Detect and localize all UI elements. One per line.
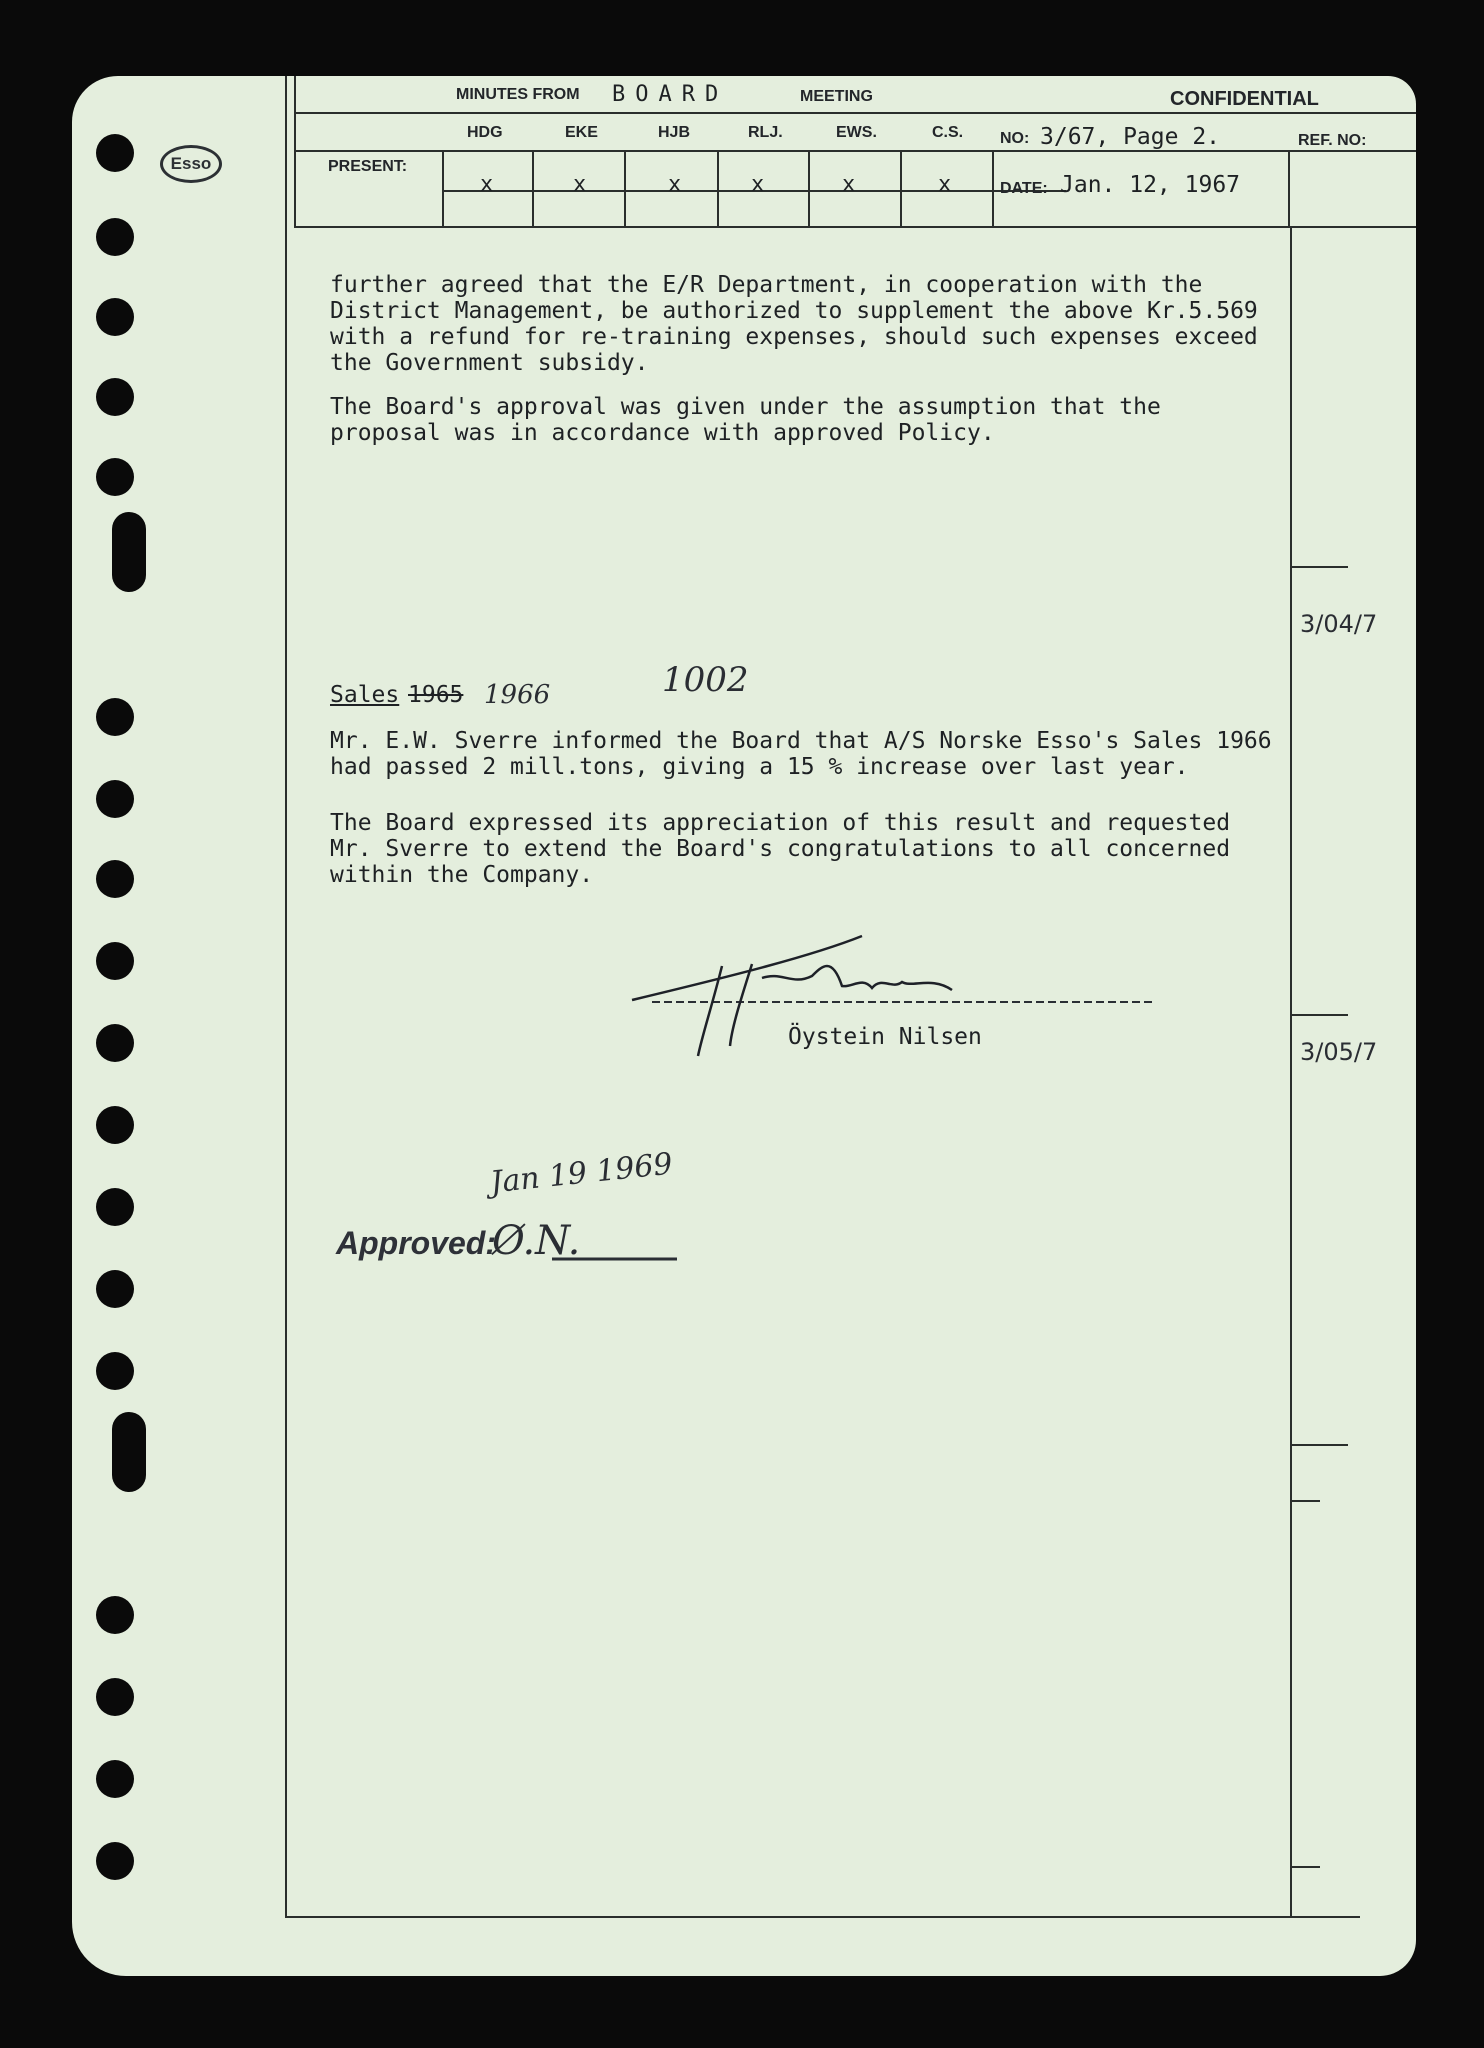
paragraph-line: The Board expressed its appreciation of this result and requested (330, 810, 1231, 836)
esso-logo: Esso (160, 145, 222, 183)
margin-reference: 3/04/7 (1300, 610, 1378, 638)
attendance-mark: x (480, 172, 494, 197)
header-rule (294, 150, 1416, 152)
attendee-code: HDG (467, 124, 503, 141)
binder-hole (96, 1842, 134, 1880)
paragraph-line: with a refund for re-training expenses, should such expenses exceed (330, 324, 1258, 350)
attendee-code: EKE (565, 124, 598, 141)
present-label: PRESENT: (328, 158, 408, 175)
handwritten-year: 1966 (484, 680, 551, 710)
paragraph-line: had passed 2 mill.tons, giving a 15 % increase over last year. (330, 754, 1189, 780)
attendance-mark: x (668, 172, 682, 197)
paragraph-line: The Board's approval was given under the assumption that the (330, 394, 1161, 420)
binder-slot (112, 512, 146, 592)
paragraph-line: Mr. E.W. Sverre informed the Board that A/S Norske Esso's Sales 1966 (330, 728, 1272, 754)
minutes-from-label: MINUTES FROM (456, 86, 580, 103)
paragraph-line: within the Company. (330, 862, 594, 888)
attendee-code: C.S. (932, 124, 964, 141)
header-col-rule (442, 152, 444, 228)
binder-hole (96, 780, 134, 818)
header-rule (294, 226, 1416, 228)
binder-hole (96, 942, 134, 980)
struck-year: 1965 (408, 682, 464, 708)
header-col-rule (1288, 152, 1290, 228)
binder-hole (96, 1678, 134, 1716)
attendee-code: RLJ. (748, 124, 783, 141)
binder-hole (96, 378, 134, 416)
margin-rule (1292, 566, 1348, 568)
document-page (72, 76, 1416, 1976)
paragraph-line: proposal was in accordance with approved Policy. (330, 420, 995, 446)
attendance-mark: x (938, 172, 952, 197)
margin-rule (1292, 1014, 1348, 1016)
header-rule (294, 112, 1416, 114)
binder-slot (112, 1412, 146, 1492)
binder-hole (96, 860, 134, 898)
binder-hole (96, 1024, 134, 1062)
ref-no-label: REF. NO: (1298, 132, 1367, 149)
attendance-mark: x (842, 172, 856, 197)
margin-reference: 3/05/7 (1300, 1038, 1378, 1066)
meeting-label: MEETING (800, 88, 873, 105)
minutes-number: 3/67, Page 2. (1040, 124, 1221, 150)
binder-hole (96, 1596, 134, 1634)
binder-hole (96, 134, 134, 172)
attendee-code: EWS. (836, 124, 877, 141)
approval-underline (552, 1254, 682, 1264)
no-label: NO: (1000, 130, 1030, 147)
ref-column-rule (1290, 226, 1292, 1918)
binder-hole (96, 698, 134, 736)
attendance-mark: x (573, 172, 587, 197)
header-col-rule (992, 152, 994, 228)
margin-rule (1292, 1500, 1320, 1502)
date-label: DATE: (1000, 180, 1048, 197)
binder-hole (96, 458, 134, 496)
form-left-rule (285, 76, 287, 1918)
binder-hole (96, 1106, 134, 1144)
form-bottom-rule (285, 1916, 1360, 1918)
signatory-name: Öystein Nilsen (788, 1024, 982, 1050)
approved-stamp: Approved: (336, 1225, 496, 1261)
binder-hole (96, 1352, 134, 1390)
meeting-date: Jan. 12, 1967 (1060, 172, 1241, 198)
confidential-label: CONFIDENTIAL (1170, 88, 1319, 110)
handwritten-number: 1002 (662, 660, 749, 700)
header-col-rule (294, 76, 296, 228)
attendee-code: HJB (658, 124, 691, 141)
binder-hole (96, 1760, 134, 1798)
binder-hole (96, 1188, 134, 1226)
sales-heading: Sales (330, 682, 400, 708)
binder-hole (96, 218, 134, 256)
binder-hole (96, 298, 134, 336)
paragraph-line: further agreed that the E/R Department, in cooperation with the (330, 272, 1203, 298)
header-col-rule (808, 152, 810, 228)
margin-rule (1292, 1444, 1348, 1446)
paragraph-line: the Government subsidy. (330, 350, 649, 376)
approval-date: Jan 19 1969 (488, 1146, 675, 1201)
margin-rule (1292, 1866, 1320, 1868)
header-col-rule (624, 152, 626, 228)
header-col-rule (532, 152, 534, 228)
paragraph-line: District Management, be authorized to supplement the above Kr.5.569 (330, 298, 1258, 324)
header-col-rule (717, 152, 719, 228)
meeting-name: BOARD (612, 82, 729, 107)
paragraph-line: Mr. Sverre to extend the Board's congratulations to all concerned (330, 836, 1231, 862)
attendance-mark: x (751, 172, 765, 197)
approval-initials: Ø.N. (492, 1218, 581, 1264)
binder-hole (96, 1270, 134, 1308)
header-col-rule (900, 152, 902, 228)
